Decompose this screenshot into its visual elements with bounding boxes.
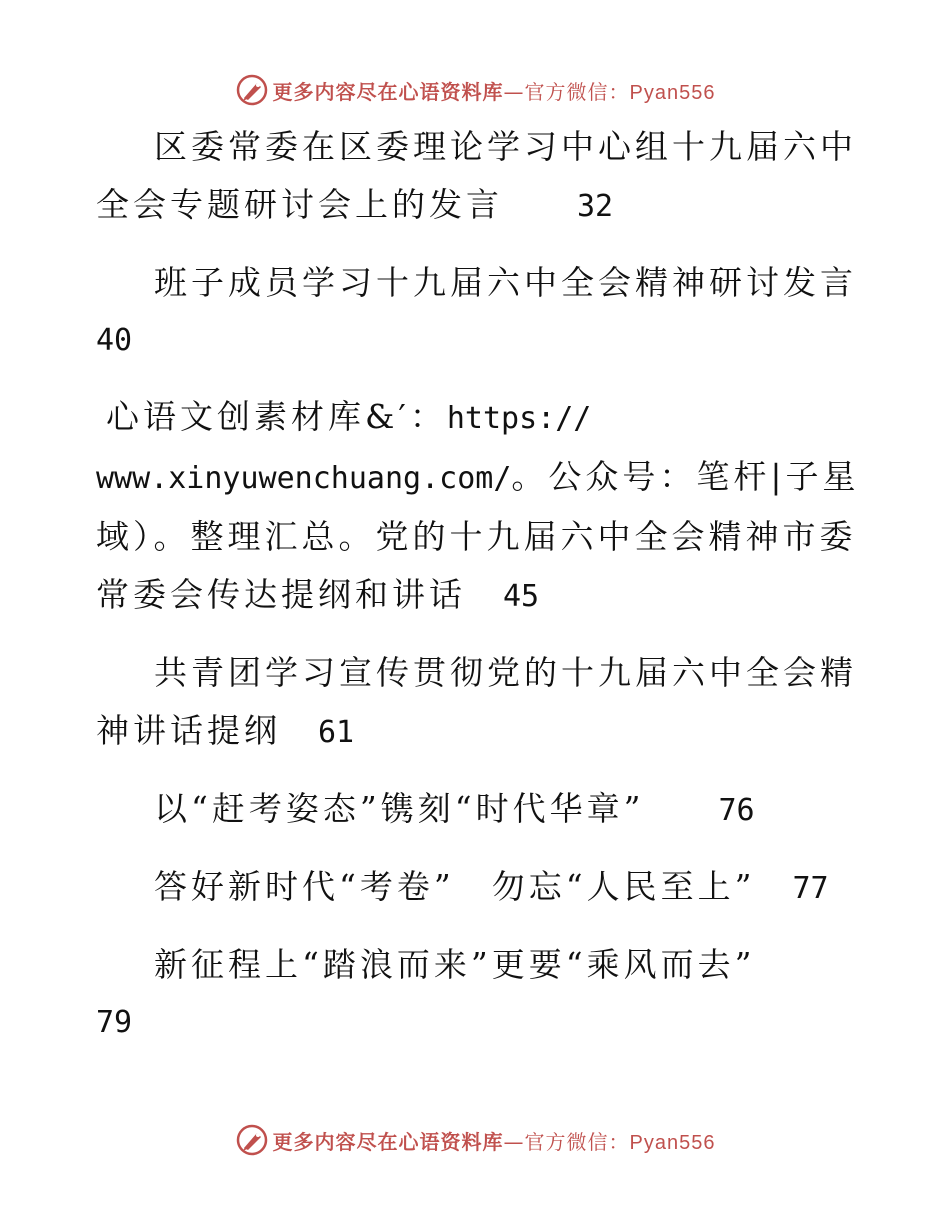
toc-entry bbox=[96, 858, 866, 918]
banner-separator: — bbox=[503, 79, 525, 104]
toc-entry bbox=[96, 254, 866, 370]
toc-entry-title: 共青团学习宣传贯彻党的十九届六中全会精神讲话提纲 bbox=[96, 653, 857, 750]
banner-wechat-label: 官方微信： bbox=[524, 79, 630, 104]
toc-entry-suffix: 。公众号：笔杆|子星域）。整理汇总。党的十九届六中全会精神市委常委会传达提纲和讲话 bbox=[96, 457, 860, 614]
pen-nib-logo-icon bbox=[235, 73, 269, 107]
banner-separator: — bbox=[503, 1129, 525, 1154]
toc-entry-page: 40 bbox=[96, 323, 133, 358]
toc-entry-page: 61 bbox=[318, 715, 355, 750]
toc-entry-title: 区委常委在区委理论学习中心组十九届六中全会专题研讨会上的发言 bbox=[96, 127, 857, 224]
banner-text bbox=[273, 76, 716, 105]
banner-slogan: 更多内容尽在心语资料库 bbox=[272, 79, 504, 104]
toc-entry-page: 77 bbox=[792, 871, 829, 906]
toc-entry-title: 答好新时代“考卷” 勿忘“人民至上” bbox=[154, 867, 756, 906]
toc-entry-page: 45 bbox=[503, 579, 540, 614]
banner-wechat-handle: Pyan556 bbox=[629, 81, 716, 104]
toc-entry-page: 32 bbox=[577, 189, 614, 224]
toc-entry bbox=[96, 118, 866, 236]
toc-entry-prefix: 心语文创素材库&′： bbox=[106, 397, 447, 436]
toc-entry bbox=[96, 936, 866, 1052]
toc-entry-page: 79 bbox=[96, 1005, 133, 1040]
toc-entry-page: 76 bbox=[718, 793, 755, 828]
toc-entry bbox=[96, 388, 866, 626]
banner-wechat-handle: Pyan556 bbox=[629, 1131, 716, 1154]
toc-entry-title: 以“赶考姿态”镌刻“时代华章” bbox=[154, 789, 645, 828]
toc-entry-url-end: www.xinyuwenchuang.com/ bbox=[96, 461, 512, 496]
toc-entry bbox=[96, 644, 866, 762]
toc-entry-title: 新征程上“踏浪而来”更要“乘风而去” bbox=[154, 945, 756, 984]
toc-content bbox=[96, 118, 866, 1052]
toc-entry bbox=[96, 780, 866, 840]
toc-entry-url-start: https:// bbox=[446, 401, 592, 436]
header-banner bbox=[0, 70, 950, 110]
banner-wechat-label: 官方微信： bbox=[524, 1129, 630, 1154]
pen-nib-logo-icon bbox=[235, 1123, 269, 1157]
footer-banner bbox=[0, 1120, 950, 1160]
toc-entry-title: 班子成员学习十九届六中全会精神研讨发言 bbox=[154, 263, 857, 302]
banner-text bbox=[273, 1126, 716, 1155]
banner-slogan: 更多内容尽在心语资料库 bbox=[272, 1129, 504, 1154]
